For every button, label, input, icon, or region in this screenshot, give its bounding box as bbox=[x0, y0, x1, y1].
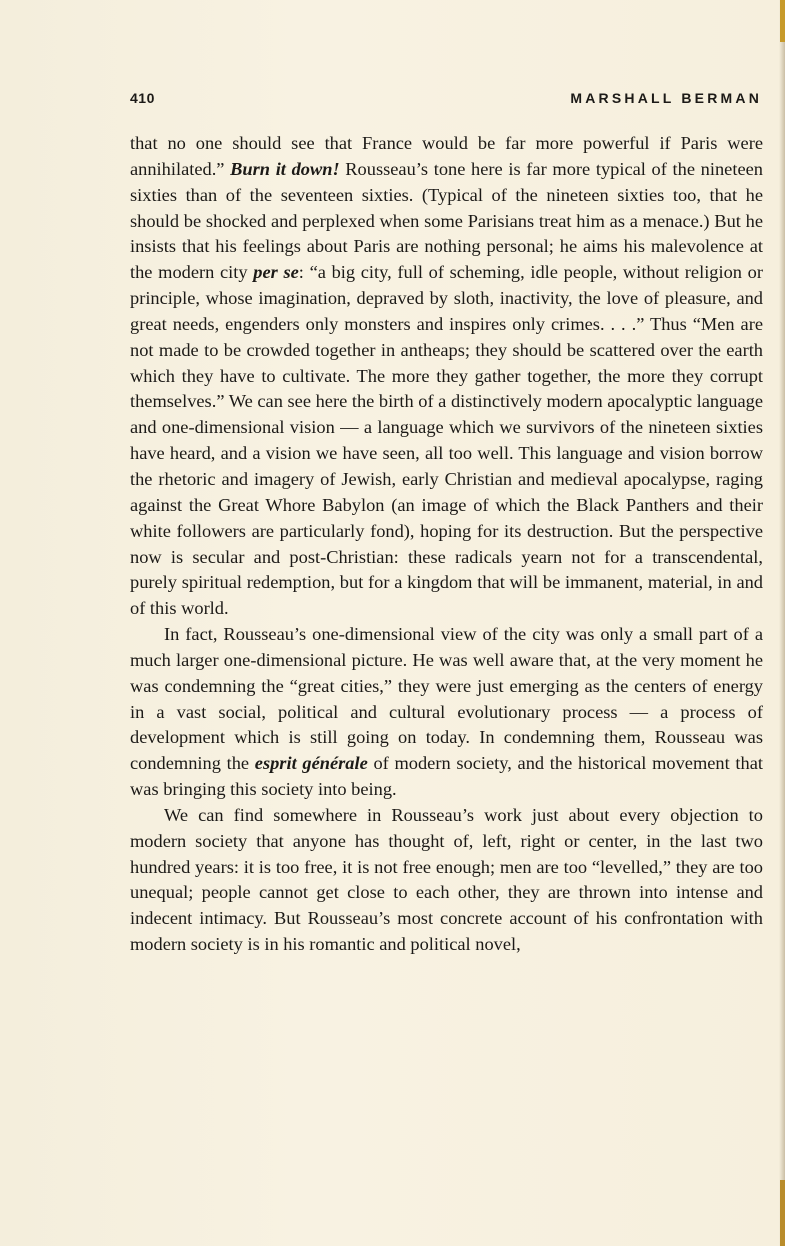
emphasis-text: per se bbox=[253, 262, 299, 283]
paragraph-1 bbox=[130, 131, 763, 622]
paragraph-2 bbox=[130, 622, 763, 803]
text-run: that no one should see that France would be far more powerful if Paris were annihilated.” bbox=[130, 133, 763, 179]
text-run: Rousseau’s tone here is far more typical of the nineteen sixties than of the seventeen sixties. (Typical of the nineteen sixties too, that he should be shocked and perplexed when some Parisians treat him as a menace.) But he insists that his feelings about Paris are nothing personal; he aims his malevolence at the modern city bbox=[130, 158, 763, 283]
body-text bbox=[130, 131, 763, 958]
running-head-author: MARSHALL BERMAN bbox=[570, 90, 762, 106]
page-edge-mark-bottom bbox=[780, 1180, 785, 1246]
page-number: 410 bbox=[130, 90, 155, 106]
text-run: In fact, Rousseau’s one-dimensional view of the city was only a small part of a much larger one-dimensional picture. He was well aware that, at the very moment he was condemning the “great cities,” they were just emerging as the centers of energy in a vast social, political and cultural evolutionary process — a process of development which is still going on today. In condemning them, Rousseau was condemning the bbox=[130, 624, 763, 774]
page-edge-shadow bbox=[779, 0, 785, 1246]
emphasis-text: esprit générale bbox=[254, 753, 368, 774]
emphasis-text: Burn it down! bbox=[230, 158, 340, 179]
text-run: of modern society, and the historical movement that was bringing this society into being. bbox=[130, 753, 763, 800]
paragraph-3 bbox=[130, 803, 763, 958]
text-run: We can find somewhere in Rousseau’s work just about every objection to modern society that anyone has thought of, left, right or center, in the last two hundred years: it is too free, it is not free enough; men are too “levelled,” they are too unequal; people cannot get close to each other, they are thrown into intense and indecent intimacy. But Rousseau’s most concrete account of his confrontation with modern society is in his romantic and political novel, bbox=[130, 804, 763, 955]
running-head bbox=[130, 90, 762, 112]
page-edge-mark-top bbox=[780, 0, 785, 42]
text-run: : “a big city, full of scheming, idle people, without religion or principle, whose imagination, depraved by sloth, inactivity, the love of pleasure, and great needs, engenders only monsters and inspires only crimes. . . .” Thus “Men are not made to be crowded together in antheaps; they should be scattered over the earth which they have to cultivate. The more they gather together, the more they corrupt themselves.” We can see here the birth of a distinctively modern apocalyptic language and one-dimensional vision — a language which we survivors of the nineteen sixties have heard, and a vision we have seen, all too well. This language and vision borrow the rhetoric and imagery of Jewish, early Christian and medieval apocalypse, raging against the Great Whore Babylon (an image of which the Black Panthers and their white followers are particularly fond), hoping for its destruction. But the perspective now is secular and post-Christian: these radicals yearn not for a transcendental, purely spiritual redemption, but for a kingdom that will be immanent, material, in and of this world. bbox=[130, 262, 764, 619]
